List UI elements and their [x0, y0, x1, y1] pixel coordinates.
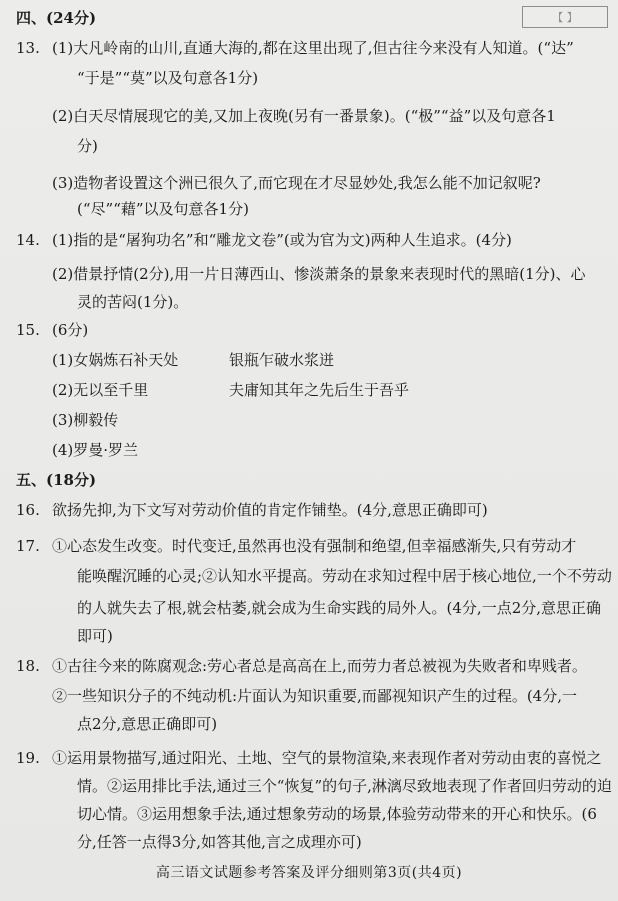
answer-line: 分,任答一点得3分,如答其他,言之成理亦可) — [77, 833, 362, 851]
answer-line: (6分) — [52, 321, 89, 339]
question-number: 14. — [16, 231, 40, 249]
answer-line: (“尽”“藉”以及句意各1分) — [77, 200, 249, 218]
corner-stamp: 【 】 — [522, 6, 608, 28]
answer-row: (4)罗曼·罗兰 — [52, 441, 139, 459]
answer-line: 即可) — [77, 627, 113, 645]
section-5-heading: 五、(18分) — [16, 471, 97, 489]
answer-line: (2)白天尽情展现它的美,又加上夜晚(另有一番景象)。(“极”“益”以及句意各1 — [52, 107, 556, 125]
question-number: 19. — [16, 749, 40, 767]
answer-line: (1)大凡岭南的山川,直通大海的,都在这里出现了,但古往今来没有人知道。(“达” — [52, 39, 574, 57]
answer-line: 切心情。③运用想象手法,通过想象劳动的场景,体验劳动带来的开心和快乐。(6 — [77, 805, 597, 823]
answer-row: (1)女娲炼石补天处 — [52, 351, 179, 369]
answer-line: ①心态发生改变。时代变迁,虽然再也没有强制和绝望,但幸福感渐失,只有劳动才 — [52, 537, 577, 555]
section-4-heading: 四、(24分) — [16, 9, 97, 27]
question-number: 18. — [16, 657, 40, 675]
question-number: 17. — [16, 537, 40, 555]
answer-row: (3)柳毅传 — [52, 411, 119, 429]
answer-line: 能唤醒沉睡的心灵;②认知水平提高。劳动在求知过程中居于核心地位,一个不劳动 — [77, 567, 612, 585]
answer-line: (1)指的是“屠狗功名”和“雕龙文卷”(或为官为文)两种人生追求。(4分) — [52, 231, 512, 249]
answer-row-right: 夫庸知其年之先后生于吾乎 — [229, 381, 410, 399]
question-number: 15. — [16, 321, 40, 339]
answer-row-right: 银瓶乍破水浆迸 — [229, 351, 335, 369]
answer-line: ①古往今来的陈腐观念:劳心者总是高高在上,而劳力者总被视为失败者和卑贱者。 — [52, 657, 587, 675]
question-number: 16. — [16, 501, 40, 519]
answer-line: 情。②运用排比手法,通过三个“恢复”的句子,淋漓尽致地表现了作者回归劳动的迫 — [77, 777, 612, 795]
answer-line: 灵的苦闷(1分)。 — [77, 293, 189, 311]
answer-line: 欲扬先抑,为下文写对劳动价值的肯定作铺垫。(4分,意思正确即可) — [52, 501, 488, 519]
answer-row: (2)无以至千里 — [52, 381, 149, 399]
page-footer: 高三语文试题参考答案及评分细则第3页(共4页) — [155, 865, 463, 881]
answer-line: (3)造物者设置这个洲已很久了,而它现在才尽显妙处,我怎么能不加记叙呢? — [52, 174, 541, 192]
answer-line: ②一些知识分子的不纯动机:片面认为知识重要,而鄙视知识产生的过程。(4分,一 — [52, 687, 577, 705]
question-number: 13. — [16, 39, 40, 57]
answer-line: 分) — [77, 137, 98, 155]
answer-line: “于是”“莫”以及句意各1分) — [77, 69, 259, 87]
answer-line: 的人就失去了根,就会枯萎,就会成为生命实践的局外人。(4分,一点2分,意思正确 — [77, 599, 602, 617]
answer-line: 点2分,意思正确即可) — [77, 715, 218, 733]
answer-line: ①运用景物描写,通过阳光、土地、空气的景物渲染,来表现作者对劳动由衷的喜悦之 — [52, 749, 602, 767]
answer-line: (2)借景抒情(2分),用一片日薄西山、惨淡萧条的景象来表现时代的黑暗(1分)、心 — [52, 265, 586, 283]
